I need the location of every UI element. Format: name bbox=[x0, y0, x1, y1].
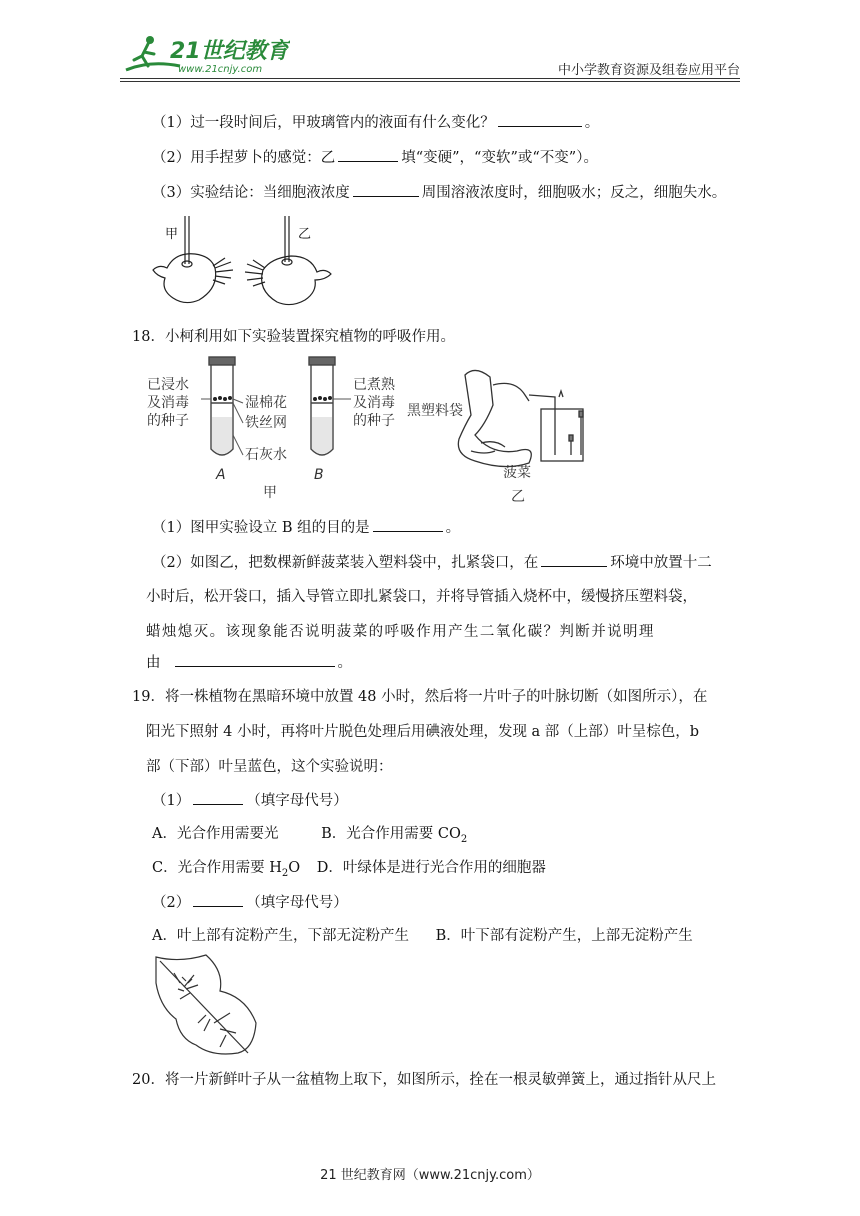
answer-blank[interactable] bbox=[338, 147, 398, 162]
q18-stem: 18．小柯利用如下实验装置探究植物的呼吸作用。 bbox=[132, 329, 455, 345]
q18-part2-line4: 由 。 bbox=[146, 652, 352, 673]
option2-b[interactable]: B．叶下部有淀粉产生，上部无淀粉产生 bbox=[435, 928, 693, 944]
label-wet-cotton: 湿棉花 bbox=[245, 395, 287, 411]
option-b[interactable]: B．光合作用需要 $CO_2$ bbox=[321, 826, 468, 845]
q20-stem: 20．将一片新鲜叶子从一盆植物上取下，如图所示，拴在一根灵敏弹簧上，通过指针从尺上 bbox=[132, 1072, 716, 1088]
q17-part3: （3）实验结论：当细胞液浓度 周围溶液浓度时，细胞吸水；反之，细胞失水。 bbox=[152, 182, 726, 203]
test-tube-b bbox=[309, 357, 335, 455]
answer-blank[interactable] bbox=[353, 182, 419, 197]
header-rule-double bbox=[120, 81, 740, 82]
logo-url: www.21cnjy.com bbox=[178, 64, 263, 75]
respiration-figure bbox=[145, 355, 625, 505]
logo-text: 21世纪教育 bbox=[170, 39, 289, 64]
label-black-bag: 黑塑料袋 bbox=[407, 403, 463, 419]
label-boiled-1: 已煮熟 bbox=[353, 377, 395, 393]
label-tube-b: B bbox=[314, 467, 324, 483]
answer-blank[interactable] bbox=[541, 552, 607, 567]
option-d[interactable]: D．叶绿体是进行光合作用的细胞器 bbox=[316, 860, 546, 876]
label-spinach: 菠菜 bbox=[503, 465, 531, 481]
q19-sub2: （2） （填字母代号） bbox=[152, 892, 348, 913]
leaf-figure bbox=[150, 953, 262, 1057]
option2-a[interactable]: A．叶上部有淀粉产生，下部无淀粉产生 bbox=[152, 928, 409, 944]
header-rule bbox=[120, 78, 740, 79]
q18-part1: （1）图甲实验设立 B 组的目的是 。 bbox=[152, 517, 460, 538]
page-footer: 21 世纪教育网（www.21cnjy.com） bbox=[320, 1168, 540, 1183]
label-jia-18: 甲 bbox=[263, 485, 277, 501]
q19-stem-line2: 阳光下照射 4 小时，再将叶片脱色处理后用碘液处理，发现 a 部（上部）叶呈棕色，b bbox=[146, 724, 700, 740]
q19-stem-line3: 部（下部）叶呈蓝色，这个实验说明： bbox=[146, 759, 393, 775]
label-soaked-2: 及消毒 bbox=[147, 395, 189, 411]
q19-options2 bbox=[152, 926, 693, 946]
label-limewater: 石灰水 bbox=[245, 447, 287, 463]
q19-options-row1 bbox=[152, 824, 467, 850]
test-tube-a bbox=[209, 357, 235, 455]
logo-21cnjy bbox=[120, 30, 290, 78]
page-header bbox=[120, 30, 740, 80]
label-yi-18: 乙 bbox=[511, 489, 525, 505]
q18-part2-line2: 小时后，松开袋口，插入导管立即扎紧袋口，并将导管插入烧杯中，缓慢挤压塑料袋， bbox=[146, 589, 697, 605]
answer-blank[interactable] bbox=[193, 892, 243, 907]
radish-yi bbox=[245, 216, 331, 305]
site-name: 中小学教育资源及组卷应用平台 bbox=[557, 63, 740, 78]
q19-stem-line1: 19．将一株植物在黑暗环境中放置 48 小时，然后将一片叶子的叶脉切断（如图所示），在 bbox=[132, 689, 708, 705]
label-soaked-1: 已浸水 bbox=[147, 377, 189, 393]
label-jia: 甲 bbox=[165, 227, 179, 242]
radish-figure bbox=[145, 212, 345, 314]
plastic-bag-apparatus bbox=[458, 370, 583, 466]
label-tube-a: A bbox=[216, 467, 226, 483]
answer-blank[interactable] bbox=[175, 652, 335, 667]
option-c[interactable]: C．光合作用需要 $H_2O$ bbox=[152, 860, 301, 879]
label-wire-mesh: 铁丝网 bbox=[245, 415, 287, 431]
label-boiled-2: 及消毒 bbox=[353, 395, 395, 411]
answer-blank[interactable] bbox=[193, 790, 243, 805]
q17-part1: （1）过一段时间后，甲玻璃管内的液面有什么变化？ 。 bbox=[152, 112, 599, 133]
q19-options-row2 bbox=[152, 858, 546, 884]
answer-blank[interactable] bbox=[373, 517, 443, 532]
q18-part2-line3: 蜡烛熄灭。该现象能否说明菠菜的呼吸作用产生二氧化碳？判断并说明理 bbox=[146, 624, 655, 640]
answer-blank[interactable] bbox=[498, 112, 582, 127]
q17-part2: （2）用手捏萝卜的感觉：乙 填“变硬”，“变软”或“不变”）。 bbox=[152, 147, 598, 168]
label-soaked-3: 的种子 bbox=[147, 413, 189, 429]
label-boiled-3: 的种子 bbox=[353, 413, 395, 429]
q18-part2-line1: （2）如图乙，把数棵新鲜菠菜装入塑料袋中，扎紧袋口，在 环境中放置十二 bbox=[152, 552, 712, 573]
label-yi: 乙 bbox=[298, 227, 312, 242]
q19-sub1: （1） （填字母代号） bbox=[152, 790, 348, 811]
option-a[interactable]: A．光合作用需要光 bbox=[152, 826, 279, 842]
